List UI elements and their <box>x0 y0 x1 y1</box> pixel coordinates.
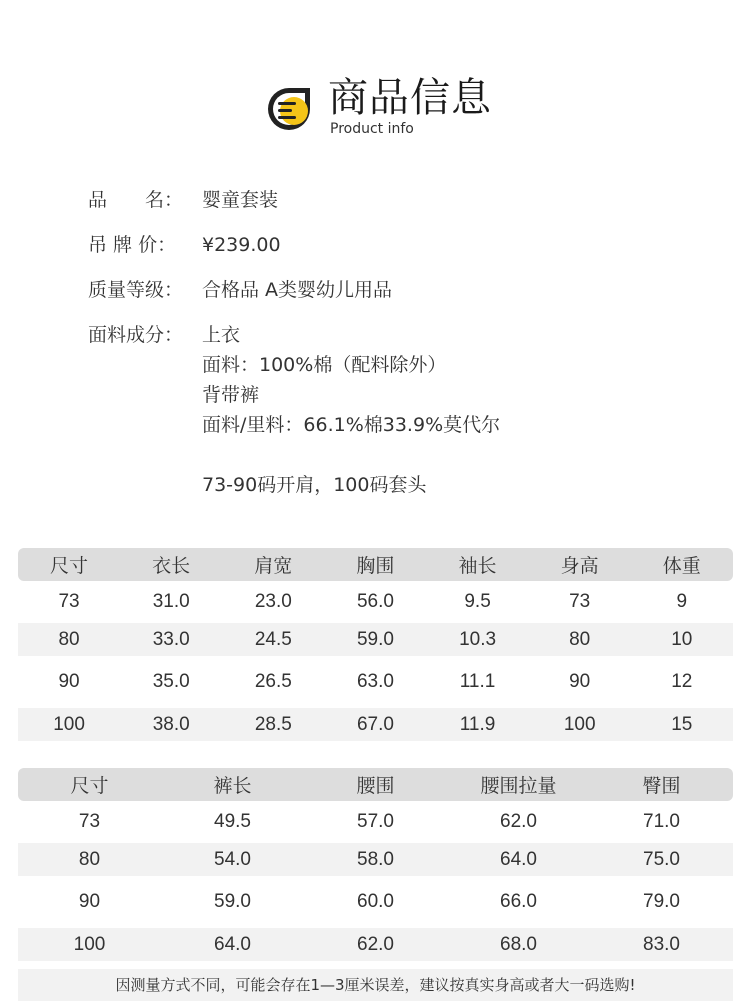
info-row-fabric <box>88 320 688 500</box>
header-cell: 腰围拉量 <box>480 776 557 797</box>
fabric-value <box>202 320 500 500</box>
spacer <box>202 440 500 470</box>
fabric-line: 背带裤 <box>202 384 260 406</box>
table-cell: 58.0 <box>357 848 394 870</box>
info-row-price <box>88 230 688 260</box>
info-row-name <box>88 185 688 215</box>
table-cell: 49.5 <box>214 811 251 832</box>
price-value: ¥239.00 <box>202 234 281 256</box>
header-cell: 肩宽 <box>254 556 293 577</box>
table-cell: 71.0 <box>643 811 680 832</box>
table-cell: 67.0 <box>356 713 394 735</box>
table-cell: 59.0 <box>214 891 251 912</box>
table-row <box>18 581 733 623</box>
table-cell: 100 <box>563 713 596 735</box>
header-cell: 臀围 <box>642 776 681 797</box>
header-cell: 腰围 <box>356 776 395 797</box>
table-cell: 73 <box>569 591 591 612</box>
table-cell: 35.0 <box>152 671 190 692</box>
table-cell: 28.5 <box>254 713 292 735</box>
table-cell: 64.0 <box>214 933 251 955</box>
table-cell: 24.5 <box>254 628 292 650</box>
grade-value: 合格品 A类婴幼儿用品 <box>202 279 393 301</box>
table-cell: 57.0 <box>357 811 394 832</box>
table-cell: 73 <box>58 591 80 612</box>
table-header-row <box>18 548 733 581</box>
table-cell: 9.5 <box>464 591 491 612</box>
table-cell: 15 <box>671 713 693 735</box>
document-list-icon <box>264 84 314 134</box>
header-cell: 身高 <box>560 556 599 577</box>
table-header-row <box>18 768 733 801</box>
table-cell: 56.0 <box>356 591 394 612</box>
table-cell: 10 <box>671 628 693 650</box>
table-cell: 68.0 <box>500 933 537 955</box>
table-cell: 73 <box>78 811 101 832</box>
table-cell: 80 <box>78 848 101 870</box>
size-table-top <box>18 548 733 741</box>
table-row <box>18 708 733 741</box>
table-cell: 63.0 <box>356 671 394 692</box>
table-cell: 83.0 <box>643 933 680 955</box>
table-cell: 59.0 <box>356 628 394 650</box>
table-cell: 62.0 <box>500 811 537 832</box>
table-row <box>18 843 733 876</box>
table-cell: 90 <box>569 671 591 692</box>
table-cell: 11.9 <box>459 713 496 735</box>
table-cell: 79.0 <box>643 891 680 912</box>
fabric-line: 面料/里料：66.1%棉33.9%莫代尔 <box>202 414 501 436</box>
table-row <box>18 876 733 928</box>
table-cell: 64.0 <box>500 848 537 870</box>
table-cell: 12 <box>671 671 693 692</box>
header-cell: 衣长 <box>152 556 191 577</box>
grade-label: 质量等级： <box>88 279 184 301</box>
name-value: 婴童套装 <box>202 189 279 211</box>
page-title: 商品信息 <box>328 75 492 121</box>
table-cell: 10.3 <box>459 628 497 650</box>
table-cell: 90 <box>58 671 80 692</box>
name-label: 品 名： <box>88 189 184 211</box>
header-cell: 裤长 <box>213 776 252 797</box>
table-cell: 54.0 <box>214 848 251 870</box>
product-info <box>88 185 688 515</box>
header-cell: 袖长 <box>458 556 497 577</box>
page-subtitle: Product info <box>330 121 414 137</box>
header-cell: 尺寸 <box>70 776 109 797</box>
table-row <box>18 801 733 843</box>
opening-note: 73-90码开肩，100码套头 <box>202 474 427 496</box>
table-cell: 38.0 <box>152 713 190 735</box>
table-cell: 26.5 <box>254 671 292 692</box>
table-cell: 75.0 <box>643 848 680 870</box>
price-label: 吊 牌 价： <box>88 234 177 256</box>
header-cell: 体重 <box>662 556 701 577</box>
header <box>264 74 524 144</box>
table-row <box>18 623 733 656</box>
table-cell: 100 <box>53 713 85 735</box>
table-cell: 66.0 <box>500 891 537 912</box>
fabric-label: 面料成分： <box>88 324 184 346</box>
table-cell: 80 <box>569 628 591 650</box>
table-cell: 90 <box>78 891 101 912</box>
fabric-line: 面料：100%棉（配料除外） <box>202 354 447 376</box>
table-cell: 11.1 <box>459 671 496 692</box>
table-row <box>18 928 733 961</box>
info-row-grade <box>88 275 688 305</box>
table-cell: 33.0 <box>152 628 190 650</box>
table-cell: 60.0 <box>357 891 394 912</box>
header-cell: 尺寸 <box>50 556 89 577</box>
size-table-bottom <box>18 768 733 961</box>
table-cell: 62.0 <box>357 933 394 955</box>
table-cell: 23.0 <box>254 591 292 612</box>
table-cell: 9 <box>676 591 688 612</box>
measurement-note: 因测量方式不同，可能会存在1—3厘米误差，建议按真实身高或者大一码选购! <box>18 969 733 1001</box>
table-cell: 100 <box>73 933 106 955</box>
table-cell: 31.0 <box>152 591 190 612</box>
header-cell: 胸围 <box>356 556 395 577</box>
fabric-line: 上衣 <box>202 324 241 346</box>
table-cell: 80 <box>58 628 80 650</box>
table-row <box>18 656 733 708</box>
